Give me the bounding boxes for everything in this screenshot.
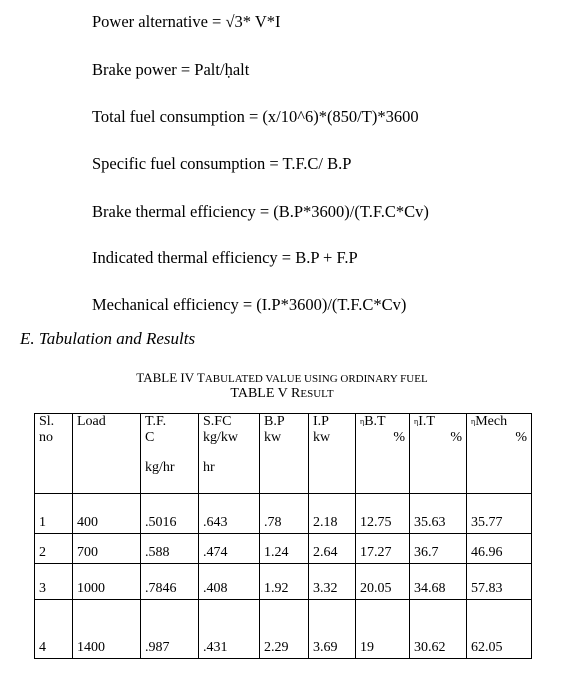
cell-ip: 3.69 (309, 600, 356, 659)
cell-sfc: .643 (199, 494, 260, 534)
cell-bte: 17.27 (356, 534, 410, 564)
cell-sfc: .408 (199, 564, 260, 600)
cell-sl: 2 (35, 534, 73, 564)
cell-bp: 1.24 (260, 534, 309, 564)
formula-brake-power: Brake power = Palt/ḥalt (92, 60, 250, 79)
header-load: Load (73, 414, 141, 494)
header-brake-thermal-eff: $^\eta$B.T % (356, 414, 410, 494)
results-table (34, 413, 532, 659)
cell-ip: 2.64 (309, 534, 356, 564)
cell-bp: 1.92 (260, 564, 309, 600)
cell-bp: .78 (260, 494, 309, 534)
header-mech-eff: $^\eta$Mech % (467, 414, 532, 494)
cell-load: 400 (73, 494, 141, 534)
cell-mech: 35.77 (467, 494, 532, 534)
header-sfc: S.FC kg/kw hr (199, 414, 260, 494)
cell-mech: 57.83 (467, 564, 532, 600)
table-row (35, 564, 532, 600)
table-header-row (35, 414, 532, 494)
cell-ite: 30.62 (410, 600, 467, 659)
cell-ip: 2.18 (309, 494, 356, 534)
cell-sfc: .474 (199, 534, 260, 564)
table-row (35, 600, 532, 659)
cell-ite: 34.68 (410, 564, 467, 600)
header-indicated-thermal-eff: $^\eta$I.T % (410, 414, 467, 494)
cell-sl: 3 (35, 564, 73, 600)
formula-total-fuel-consumption: Total fuel consumption = (x/10^6)*(850/T)*3600 (92, 107, 419, 126)
header-bp: B.P kw (260, 414, 309, 494)
cell-load: 700 (73, 534, 141, 564)
formula-brake-thermal-efficiency: Brake thermal efficiency = (B.P*3600)/(T.F.C*Cv) (92, 202, 429, 221)
cell-sl: 4 (35, 600, 73, 659)
cell-bte: 12.75 (356, 494, 410, 534)
cell-load: 1400 (73, 600, 141, 659)
section-heading: E. Tabulation and Results (20, 329, 196, 348)
header-tfc: T.F. C kg/hr (141, 414, 199, 494)
table-caption-2: TABLE V RESULT (230, 386, 334, 401)
cell-tfc: .987 (141, 600, 199, 659)
cell-mech: 62.05 (467, 600, 532, 659)
cell-mech: 46.96 (467, 534, 532, 564)
cell-sl: 1 (35, 494, 73, 534)
cell-sfc: .431 (199, 600, 260, 659)
table-caption-1: TABLE IV TABULATED VALUE USING ORDINARY FUEL (136, 370, 428, 385)
cell-ite: 36.7 (410, 534, 467, 564)
cell-load: 1000 (73, 564, 141, 600)
cell-tfc: .5016 (141, 494, 199, 534)
cell-ip: 3.32 (309, 564, 356, 600)
formula-mechanical-efficiency: Mechanical efficiency = (I.P*3600)/(T.F.C*Cv) (92, 295, 407, 314)
cell-bp: 2.29 (260, 600, 309, 659)
table-row (35, 534, 532, 564)
cell-bte: 20.05 (356, 564, 410, 600)
formula-power-alternative: Power alternative = √3* V*I (92, 12, 281, 31)
header-ip: I.P kw (309, 414, 356, 494)
cell-tfc: .588 (141, 534, 199, 564)
cell-bte: 19 (356, 600, 410, 659)
cell-tfc: .7846 (141, 564, 199, 600)
table-row (35, 494, 532, 534)
formula-indicated-thermal-efficiency: Indicated thermal efficiency = B.P + F.P (92, 248, 358, 267)
cell-ite: 35.63 (410, 494, 467, 534)
formula-specific-fuel-consumption: Specific fuel consumption = T.F.C/ B.P (92, 154, 352, 173)
header-sl-no: Sl. no (35, 414, 73, 494)
